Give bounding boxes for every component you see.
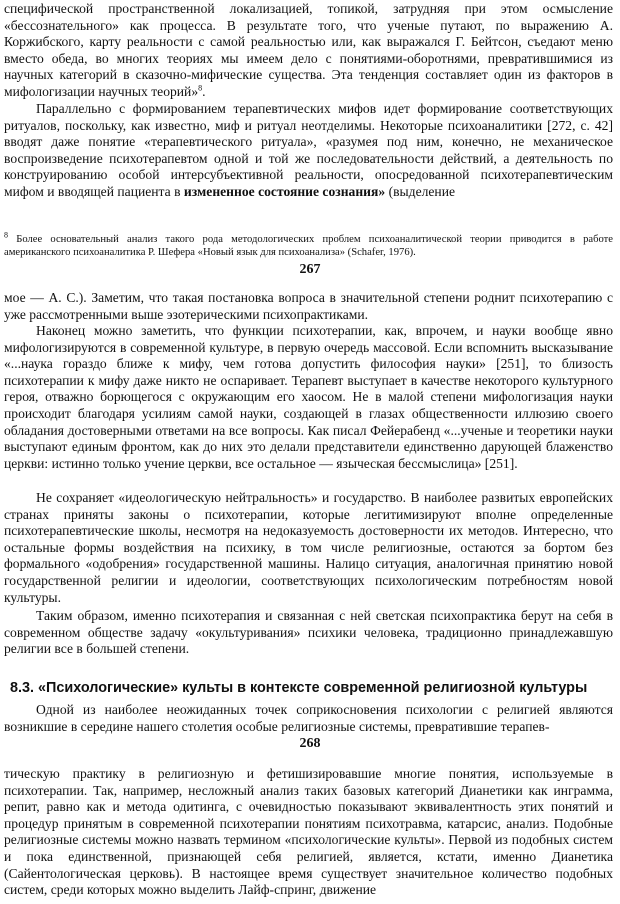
paragraph-mythologization: Наконец можно заметить, что функции психотерапии, как, впрочем, и науки вообще явно мифологизируются в современной культуре, в первую очередь массовой. Если вспомнить высказывание «...наука гораздо ближе к мифу, чем готова допустить философия науки» [251], то близость психотерапии к мифу даже никто не оспаривает. Терапевт выступает в качестве некоторого культурного героя, отважно борющегося с окружающим его хаосом. Не в малой степени мифологизация науки происходит благодаря усилиям самой науки, создающей в глазах общественности иллюзию своего обладания достоверными ответами на все вопросы. Как писал Фейерабенд «...ученые и теоретики науки выступают единым фронтом, как до них это делали представители единственно дарующей блаженство церкви: истинно только учение церкви, все остальное — языческая бессмыслица» [251]. [4, 323, 613, 471]
paragraph-end: (выделение [388, 183, 456, 199]
page-number: 267 [299, 262, 321, 277]
bold-phrase: измененное состояние сознания» [183, 183, 386, 199]
paragraph-cults-intro: Одной из наиболее неожиданных точек соприкосновения психологии с религией являются возникшие в середине нашего столетия особые религиозные системы, превратившие терапев- [4, 702, 613, 734]
paragraph-continued-2: мое — А. С.). Заметим, что такая постановка вопроса в значительной степени роднит психотерапию с уже рассмотренными выше эзотерическими психопрактиками. [4, 290, 613, 322]
footnote-mark: 8 [4, 230, 8, 240]
footnote [4, 230, 613, 259]
section-heading: 8.3. «Психологические» культы в контексте современной религиозной культуры [10, 680, 588, 696]
paragraph-rituals [4, 101, 613, 201]
paragraph-continued [4, 1, 613, 101]
footnote-text: Более основательный анализ такого рода методологических проблем психоаналитической теории приводится в работе американского психоаналитика Р. Шефера «Новый язык для психоанализа» (Schafer, 1976). [4, 234, 613, 258]
paragraph-end: . [202, 83, 206, 99]
paragraph-conclusion: Таким образом, именно психотерапия и связанная с ней светская психопрактика берут на себя в современном обществе задачу «окультуривания» психики человека, традиционно принадлежавшую религии все в большей степени. [4, 608, 613, 657]
paragraph-state: Не сохраняет «идеологическую нейтральность» и государство. В наиболее развитых европейских странах приняты законы о психотерапии, которые легитимизируют вполне определенные психотерапевтические школы, несмотря на недоказуемость достоверности их методов. Интересно, что остальные формы воздействия на психику, в том числе религиозные, остаются за бортом без формального «одобрения» государственной машины. Налицо ситуация, аналогичная принятию новой государственной религии и идеологии, соответствующих психологическим потребностям новой культуры. [4, 490, 613, 605]
paragraph-text: Параллельно с формированием терапевтических мифов идет формирование соответствующих ритуалов, поскольку, как известно, миф и ритуал неотделимы. Некоторые психоаналитики [272, с. 42] вводят даже понятие «терапевтического ритуала», «разумея под ним, конечно, не механическое воспроизведение психотерапевтом одной и той же последовательности действий, а деятельность по конструированию особой интерсубъективной реальности, опосредованной психотерапевтическим мифом и вводящей пациента в [4, 101, 613, 199]
page-number: 268 [299, 736, 321, 751]
footnote-reference: 8 [198, 83, 203, 93]
paragraph-text: специфической пространственной локализацией, топикой, затрудняя при этом осмысление «бессознательного» как процесса. В результате того, что ученые путают, по выражению А. Коржибского, карту реальности с самой реальностью или, как выражался Г. Бейтсон, съедают меню вместо обеда, во многих теориях мы имеем дело с понятиями-оборотнями, превратившимися из научных категорий в сказочно-мифические существа. Эта тенденция составляет один из факторов в мифологизации научных теорий» [4, 1, 613, 99]
paragraph-dianetics: тическую практику в религиозную и фетишизировавшие многие понятия, используемые в психотерапии. Так, например, несложный анализ таких базовых категорий Дианетики как инграмма, репит, равно как и метода одитинга, с очевидностью показывают эквивалентность этих понятий и процедур принятым в современной психотерапии понятиям психотравма, катарсис, анализ. Подобные религиозные системы можно назвать термином «психологические культы». Первой из подобных систем и пока единственной, признающей себя религией, является, кстати, именно Дианетика (Сайентологическая церковь). В настоящее время существует значительное количество подобных систем, среди которых можно выделить Лайф-спринг, движение [4, 766, 613, 898]
